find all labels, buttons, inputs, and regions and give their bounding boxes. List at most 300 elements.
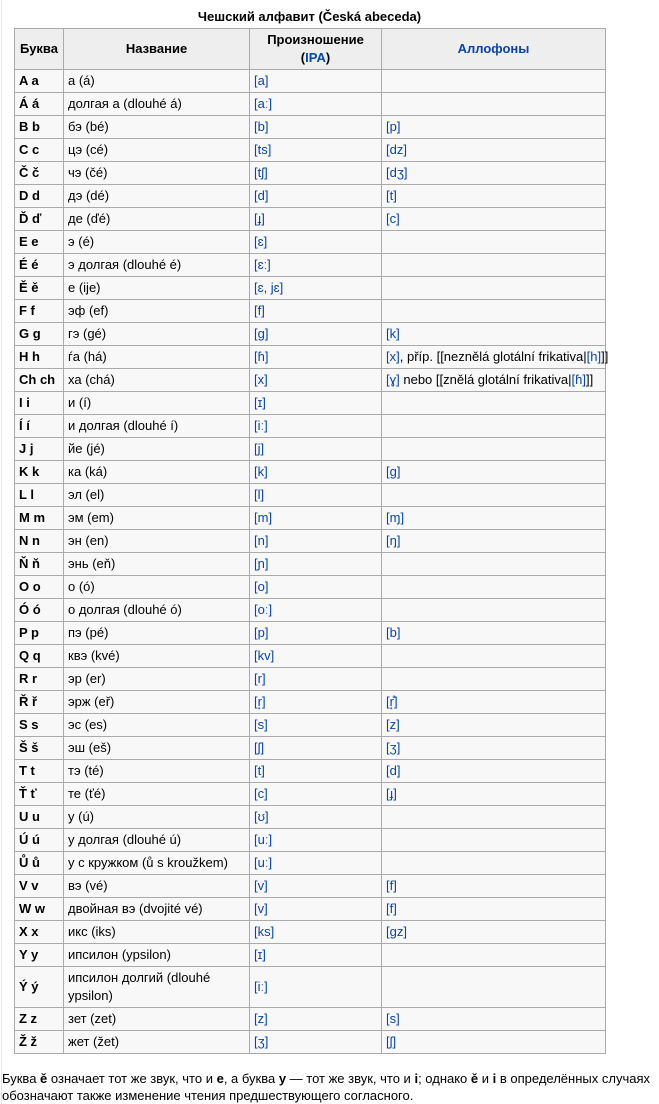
pronunciation-cell [250, 1031, 382, 1054]
window-left-edge [1, 0, 2, 1104]
pronunciation-link[interactable]: [uː] [254, 855, 273, 870]
allophone-link[interactable]: [ɦ] [571, 372, 586, 387]
name-cell: эш (eš) [64, 737, 250, 760]
allophones-cell [382, 783, 606, 806]
letter-cell: H h [15, 346, 64, 369]
letter-cell: Z z [15, 1008, 64, 1031]
name-cell: йе (jé) [64, 438, 250, 461]
pronunciation-link[interactable]: [ɛː] [254, 257, 271, 272]
allophone-link[interactable]: [f] [386, 901, 397, 916]
table-row [15, 783, 606, 806]
pronunciation-cell [250, 576, 382, 599]
allophones-cell [382, 530, 606, 553]
allophones-cell [382, 875, 606, 898]
letter-cell: O o [15, 576, 64, 599]
pronunciation-link[interactable]: [f] [254, 303, 265, 318]
allophones-cell [382, 714, 606, 737]
pronunciation-cell [250, 346, 382, 369]
pronunciation-cell [250, 369, 382, 392]
allophones-cell [382, 254, 606, 277]
table-row [15, 185, 606, 208]
name-cell: эф (ef) [64, 300, 250, 323]
allophones-cell [382, 507, 606, 530]
allophone-link[interactable]: [ɟ] [386, 786, 397, 801]
name-cell: эл (el) [64, 484, 250, 507]
pronunciation-cell [250, 162, 382, 185]
letter-cell: Š š [15, 737, 64, 760]
pronunciation-cell [250, 668, 382, 691]
allophone-text: ]] [601, 349, 609, 364]
header-row [15, 29, 606, 70]
allophone-link[interactable]: [c] [386, 211, 400, 226]
pronunciation-cell [250, 392, 382, 415]
letter-cell: Č č [15, 162, 64, 185]
pronunciation-link[interactable]: [ɪ] [254, 947, 266, 962]
pronunciation-cell [250, 737, 382, 760]
pronunciation-link[interactable]: [ɛ, jɛ] [254, 280, 284, 295]
allophones-cell [382, 1031, 606, 1054]
letter-cell: Y y [15, 944, 64, 967]
table-row [15, 530, 606, 553]
pronunciation-cell [250, 507, 382, 530]
pronunciation-cell [250, 714, 382, 737]
column-header-allophones [382, 29, 606, 70]
letter-cell: J j [15, 438, 64, 461]
table-row [15, 438, 606, 461]
name-cell: э (é) [64, 231, 250, 254]
pronunciation-cell [250, 93, 382, 116]
allophones-cell [382, 185, 606, 208]
allophones-cell [382, 208, 606, 231]
pronunciation-link[interactable]: [s] [254, 717, 268, 732]
allophones-cell [382, 231, 606, 254]
name-cell: е (ije) [64, 277, 250, 300]
table-row [15, 1008, 606, 1031]
name-cell: цэ (cé) [64, 139, 250, 162]
pronunciation-cell [250, 208, 382, 231]
name-cell: а (á) [64, 70, 250, 93]
allophones-cell [382, 70, 606, 93]
letter-cell: Ch ch [15, 369, 64, 392]
pronunciation-link[interactable]: [a] [254, 73, 269, 88]
pronunciation-cell [250, 760, 382, 783]
header-text: ) [325, 50, 331, 65]
name-cell: у с кружком (ů s kroužkem) [64, 852, 250, 875]
name-cell: и долгая (dlouhé í) [64, 415, 250, 438]
pronunciation-link[interactable]: [uː] [254, 832, 273, 847]
allophones-cell [382, 576, 606, 599]
allophones-cell [382, 392, 606, 415]
pronunciation-link[interactable]: [kv] [254, 648, 275, 663]
table-row [15, 139, 606, 162]
letter-cell: Q q [15, 645, 64, 668]
pronunciation-cell [250, 116, 382, 139]
letter-cell: F f [15, 300, 64, 323]
pronunciation-cell [250, 806, 382, 829]
pronunciation-link[interactable]: [ɪ] [254, 395, 266, 410]
name-cell: те (ťé) [64, 783, 250, 806]
pronunciation-link[interactable]: [j] [254, 441, 265, 456]
table-row [15, 829, 606, 852]
allophones-cell [382, 139, 606, 162]
pronunciation-cell [250, 185, 382, 208]
allophone-text: ]] [585, 372, 594, 387]
table-row [15, 714, 606, 737]
letter-cell: Á á [15, 93, 64, 116]
pronunciation-cell [250, 875, 382, 898]
pronunciation-link[interactable]: [v] [254, 878, 268, 893]
table-row [15, 507, 606, 530]
allophones-cell [382, 300, 606, 323]
allophone-link[interactable]: [ŋ] [386, 533, 401, 548]
name-cell: зет (zet) [64, 1008, 250, 1031]
allophones-cell [382, 116, 606, 139]
footnote-bold-letter: е [216, 1071, 224, 1086]
table-body [15, 70, 609, 1054]
allophones-cell [382, 967, 606, 1008]
column-header-name [64, 29, 250, 70]
table-row [15, 806, 606, 829]
table-row [15, 967, 606, 1008]
allophone-link[interactable]: [x] [386, 349, 400, 364]
letter-cell: R r [15, 668, 64, 691]
pronunciation-cell [250, 921, 382, 944]
table-row [15, 691, 606, 714]
letter-cell: Ř ř [15, 691, 64, 714]
pronunciation-link[interactable]: [d] [254, 188, 269, 203]
name-cell: ипсилон (ypsilon) [64, 944, 250, 967]
name-cell: эр (er) [64, 668, 250, 691]
column-header-letter [15, 29, 64, 70]
pronunciation-cell [250, 622, 382, 645]
pronunciation-cell [250, 277, 382, 300]
allophones-cell [382, 438, 606, 461]
allophone-link[interactable]: [dʒ] [386, 165, 408, 180]
allophones-cell [382, 484, 606, 507]
name-cell: ипсилон долгий (dlouhé ypsilon) [64, 967, 250, 1008]
pronunciation-link[interactable]: [o] [254, 579, 269, 594]
allophone-text: , příp. [[neznělá glotální frikativa| [399, 349, 587, 364]
allophones-cell [382, 1008, 606, 1031]
pronunciation-cell [250, 852, 382, 875]
header-link-allophones[interactable]: Аллофоны [457, 41, 530, 56]
pronunciation-link[interactable]: [ʊ] [254, 809, 269, 824]
pronunciation-link[interactable]: [x] [254, 372, 268, 387]
table-row [15, 576, 606, 599]
pronunciation-cell [250, 484, 382, 507]
header-text: Буква [20, 41, 58, 56]
letter-cell: S s [15, 714, 64, 737]
letter-cell: D d [15, 185, 64, 208]
allophones-cell [382, 162, 606, 185]
pronunciation-cell [250, 599, 382, 622]
allophone-link[interactable]: [z] [386, 717, 400, 732]
allophones-cell [382, 760, 606, 783]
letter-cell: Ý ý [15, 967, 64, 1008]
header-link-pronunciation[interactable]: IPA [305, 50, 326, 65]
footnote [2, 1070, 657, 1104]
letter-cell: I i [15, 392, 64, 415]
pronunciation-cell [250, 323, 382, 346]
table-row [15, 415, 606, 438]
name-cell: долгая а (dlouhé á) [64, 93, 250, 116]
letter-cell: B b [15, 116, 64, 139]
table-row [15, 346, 606, 369]
pronunciation-cell [250, 944, 382, 967]
letter-cell: G g [15, 323, 64, 346]
pronunciation-link[interactable]: [ʃ] [254, 740, 265, 755]
table-row [15, 944, 606, 967]
name-cell: тэ (té) [64, 760, 250, 783]
allophones-cell [382, 921, 606, 944]
letter-cell: U u [15, 806, 64, 829]
allophone-link[interactable]: [ʒ] [386, 740, 401, 755]
name-cell: о (ó) [64, 576, 250, 599]
pronunciation-cell [250, 461, 382, 484]
pronunciation-link[interactable]: [n] [254, 533, 269, 548]
footnote-text: , а буква [223, 1071, 279, 1086]
allophone-link[interactable]: [k] [386, 326, 400, 341]
allophone-link[interactable]: [f] [386, 878, 397, 893]
name-cell: у (ú) [64, 806, 250, 829]
allophone-link[interactable]: [ɣ] [386, 372, 400, 387]
table-row [15, 70, 606, 93]
letter-cell: T t [15, 760, 64, 783]
pronunciation-cell [250, 898, 382, 921]
pronunciation-cell [250, 139, 382, 162]
allophones-cell [382, 461, 606, 484]
letter-cell: K k [15, 461, 64, 484]
column-header-pronunciation [250, 29, 382, 70]
allophones-cell [382, 944, 606, 967]
pronunciation-cell [250, 829, 382, 852]
pronunciation-link[interactable]: [g] [254, 326, 269, 341]
table-row [15, 254, 606, 277]
table-row [15, 668, 606, 691]
letter-cell: Ň ň [15, 553, 64, 576]
table-row [15, 208, 606, 231]
allophone-link[interactable]: [dz] [386, 142, 407, 157]
name-cell: чэ (čé) [64, 162, 250, 185]
table-row [15, 461, 606, 484]
name-cell: о долгая (dlouhé ó) [64, 599, 250, 622]
pronunciation-link[interactable]: [ɲ] [254, 556, 269, 571]
footnote-text: Буква [2, 1071, 41, 1086]
table-row [15, 599, 606, 622]
table-caption: Чешский алфавит (Česká abeceda) [197, 9, 422, 24]
table-row [15, 162, 606, 185]
name-cell: квэ (kvé) [64, 645, 250, 668]
allophones-cell [382, 668, 606, 691]
name-cell: эм (em) [64, 507, 250, 530]
pronunciation-cell [250, 783, 382, 806]
pronunciation-cell [250, 691, 382, 714]
name-cell: э долгая (dlouhé é) [64, 254, 250, 277]
letter-cell: Ď ď [15, 208, 64, 231]
letter-cell: A a [15, 70, 64, 93]
pronunciation-link[interactable]: [ʒ] [254, 1034, 269, 1049]
pronunciation-link[interactable]: [iː] [254, 418, 268, 433]
table-row [15, 921, 606, 944]
footnote-text: — тот же звук, что и [286, 1071, 415, 1086]
allophone-link[interactable]: [s] [386, 1011, 400, 1026]
name-cell: у долгая (dlouhé ú) [64, 829, 250, 852]
name-cell: эн (en) [64, 530, 250, 553]
name-cell: эрж (eř) [64, 691, 250, 714]
table-row [15, 93, 606, 116]
pronunciation-cell [250, 530, 382, 553]
letter-cell: Ě ě [15, 277, 64, 300]
pronunciation-cell [250, 645, 382, 668]
pronunciation-link[interactable]: [v] [254, 901, 268, 916]
footnote-text: означает тот же звук, что и [47, 1071, 217, 1086]
pronunciation-cell [250, 415, 382, 438]
pronunciation-link[interactable]: [r̝] [254, 694, 266, 709]
allophones-cell [382, 323, 606, 346]
letter-cell: Ó ó [15, 599, 64, 622]
letter-cell: P p [15, 622, 64, 645]
pronunciation-link[interactable]: [z] [254, 1011, 268, 1026]
allophones-cell [382, 806, 606, 829]
letter-cell: E e [15, 231, 64, 254]
allophone-link[interactable]: [ɱ] [386, 510, 405, 525]
allophones-cell [382, 277, 606, 300]
pronunciation-cell [250, 1008, 382, 1031]
footnote-text: ; однако [418, 1071, 471, 1086]
letter-cell: V v [15, 875, 64, 898]
allophone-link[interactable]: [h] [586, 349, 602, 364]
table-row [15, 645, 606, 668]
name-cell: пэ (pé) [64, 622, 250, 645]
table-head [15, 29, 606, 70]
letter-cell: X x [15, 921, 64, 944]
pronunciation-link[interactable]: [ts] [254, 142, 272, 157]
allophones-cell [382, 599, 606, 622]
allophone-link[interactable]: [ʃ] [386, 1034, 397, 1049]
pronunciation-cell [250, 438, 382, 461]
letter-cell: L l [15, 484, 64, 507]
footnote-bold-letter: ě [40, 1071, 48, 1086]
table-row [15, 760, 606, 783]
letter-cell: Ž ž [15, 1031, 64, 1054]
pronunciation-cell [250, 553, 382, 576]
table-row [15, 553, 606, 576]
pronunciation-link[interactable]: [r] [254, 671, 266, 686]
name-cell: двойная вэ (dvojité vé) [64, 898, 250, 921]
footnote-bold-letter: i [492, 1071, 497, 1086]
allophones-cell [382, 553, 606, 576]
table-row [15, 300, 606, 323]
letter-cell: Ú ú [15, 829, 64, 852]
allophone-link[interactable]: [b] [386, 625, 401, 640]
letter-cell: É é [15, 254, 64, 277]
allophones-cell [382, 852, 606, 875]
table-row [15, 898, 606, 921]
letter-cell: N n [15, 530, 64, 553]
name-cell: ха (chá) [64, 369, 250, 392]
footnote-text: и [478, 1071, 493, 1086]
allophones-cell [382, 346, 609, 369]
name-cell: ѓа (há) [64, 346, 250, 369]
allophone-link[interactable]: [g] [386, 464, 401, 479]
pronunciation-link[interactable]: [oː] [254, 602, 273, 617]
letter-cell: Í í [15, 415, 64, 438]
name-cell: де (ďé) [64, 208, 250, 231]
czech-alphabet-table [14, 28, 609, 1054]
header-text: Название [125, 41, 188, 56]
allophone-link[interactable]: [d] [386, 763, 401, 778]
allophone-link[interactable]: [gz] [386, 924, 407, 939]
name-cell: эс (es) [64, 714, 250, 737]
pronunciation-link[interactable]: [ɛ] [254, 234, 268, 249]
pronunciation-cell [250, 967, 382, 1008]
pronunciation-cell [250, 254, 382, 277]
allophones-cell [382, 415, 606, 438]
allophone-link[interactable]: [t] [386, 188, 397, 203]
table-row [15, 737, 606, 760]
allophone-text: nebo [[znělá glotální frikativa| [399, 372, 572, 387]
allophones-cell [382, 645, 606, 668]
pronunciation-link[interactable]: [m] [254, 510, 273, 525]
pronunciation-link[interactable]: [t] [254, 763, 265, 778]
table-row [15, 323, 606, 346]
allophones-cell [382, 737, 606, 760]
pronunciation-link[interactable]: [ɟ] [254, 211, 265, 226]
pronunciation-cell [250, 231, 382, 254]
pronunciation-cell [250, 300, 382, 323]
pronunciation-link[interactable]: [k] [254, 464, 268, 479]
pronunciation-link[interactable]: [iː] [254, 979, 268, 994]
table-row [15, 277, 606, 300]
letter-cell: Ů ů [15, 852, 64, 875]
table-row [15, 852, 606, 875]
header-text: Произношение ( [267, 32, 364, 65]
pronunciation-link[interactable]: [ɦ] [254, 349, 269, 364]
name-cell: бэ (bé) [64, 116, 250, 139]
table-row [15, 875, 606, 898]
allophones-cell [382, 829, 606, 852]
allophone-link[interactable]: [r̝̊] [386, 694, 398, 709]
name-cell: гэ (gé) [64, 323, 250, 346]
footnote-bold-letter: y [278, 1071, 287, 1086]
letter-cell: M m [15, 507, 64, 530]
letter-cell: W w [15, 898, 64, 921]
pronunciation-link[interactable]: [tʃ] [254, 165, 268, 180]
table-row [15, 116, 606, 139]
pronunciation-cell [250, 70, 382, 93]
name-cell: энь (eň) [64, 553, 250, 576]
footnote-bold-letter: ě [470, 1071, 479, 1086]
pronunciation-link[interactable]: [ks] [254, 924, 275, 939]
pronunciation-link[interactable]: [p] [254, 625, 269, 640]
allophones-cell [382, 93, 606, 116]
table-row [15, 231, 606, 254]
allophone-link[interactable]: [p] [386, 119, 401, 134]
allophones-cell [382, 898, 606, 921]
allophones-cell [382, 369, 606, 392]
pronunciation-link[interactable]: [b] [254, 119, 269, 134]
table-row [15, 484, 606, 507]
table-row [15, 1031, 606, 1054]
name-cell: дэ (dé) [64, 185, 250, 208]
pronunciation-link[interactable]: [aː] [254, 96, 273, 111]
pronunciation-link[interactable]: [c] [254, 786, 268, 801]
pronunciation-link[interactable]: [l] [254, 487, 265, 502]
table-row [15, 369, 606, 392]
allophones-cell [382, 622, 606, 645]
letter-cell: C c [15, 139, 64, 162]
footnote-text: в определённых случаях обозначают также изменение чтения предшествующего согласного. [2, 1071, 650, 1103]
